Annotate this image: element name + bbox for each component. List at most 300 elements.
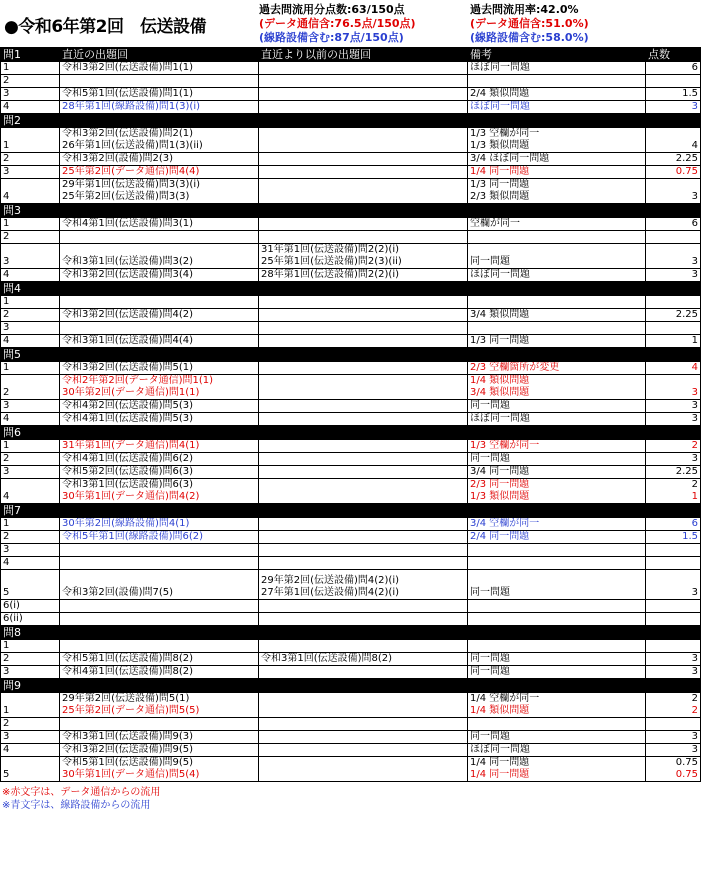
recent-exam-cell[interactable] (60, 518, 259, 531)
points-cell-line: 2.25 (675, 466, 698, 477)
sub-question-number[interactable]: 4 (1, 479, 60, 504)
recent-exam-cell[interactable] (60, 479, 259, 504)
note-cell-line: 1/4 類似問題 (470, 705, 530, 716)
points-cell-line: 3 (691, 101, 698, 112)
previous-exam-cell[interactable] (259, 296, 468, 309)
previous-exam-cell[interactable] (259, 666, 468, 679)
note-cell-line: ほぼ同一問題 (470, 413, 530, 424)
note-cell[interactable] (468, 613, 646, 626)
previous-exam-cell[interactable] (259, 453, 468, 466)
table-row (1, 335, 701, 348)
previous-exam-cell[interactable] (259, 731, 468, 744)
sub-question-number[interactable]: 2 (1, 75, 60, 88)
previous-exam-cell[interactable] (259, 600, 468, 613)
table-row (1, 731, 701, 744)
recent-exam-cell[interactable] (60, 296, 259, 309)
section-header-cell (60, 348, 259, 362)
points-cell[interactable] (646, 613, 701, 626)
section-label: 問8 (1, 626, 60, 640)
note-cell-line: 同一問題 (470, 666, 510, 677)
points-cell-line: 4 (691, 140, 698, 151)
note-cell[interactable] (468, 362, 646, 375)
note-cell[interactable] (468, 531, 646, 544)
points-cell[interactable] (646, 413, 701, 426)
recent-exam-cell[interactable] (60, 757, 259, 782)
points-cell[interactable] (646, 653, 701, 666)
sub-question-number[interactable]: 3 (1, 400, 60, 413)
points-cell[interactable] (646, 640, 701, 653)
section-header-cell (259, 626, 468, 640)
recent-exam-cell[interactable] (60, 62, 259, 75)
recent-exam-cell[interactable] (60, 231, 259, 244)
note-cell-line: 2/3 空欄箇所が変更 (470, 362, 560, 373)
points-cell[interactable] (646, 75, 701, 88)
recent-exam-cell-line: 令和4第1回(伝送設備)問6(2) (62, 453, 194, 464)
recent-exam-cell[interactable] (60, 544, 259, 557)
points-cell-line: 0.75 (675, 166, 698, 177)
sub-question-number[interactable]: 1 (1, 640, 60, 653)
note-cell[interactable] (468, 653, 646, 666)
points-cell-line: 1.5 (682, 88, 698, 99)
points-cell[interactable] (646, 570, 701, 600)
sub-question-number[interactable]: 2 (1, 653, 60, 666)
recent-exam-cell[interactable] (60, 570, 259, 600)
recent-exam-cell[interactable] (60, 453, 259, 466)
note-cell[interactable] (468, 479, 646, 504)
note-cell[interactable] (468, 218, 646, 231)
recent-exam-cell[interactable] (60, 557, 259, 570)
previous-exam-cell[interactable] (259, 322, 468, 335)
note-cell[interactable] (468, 731, 646, 744)
note-cell[interactable] (468, 62, 646, 75)
points-cell-line: 2.25 (675, 309, 698, 320)
recent-exam-cell[interactable] (60, 322, 259, 335)
section-header-cell (468, 348, 646, 362)
recent-exam-cell[interactable] (60, 613, 259, 626)
section-header-row (1, 114, 701, 128)
recent-exam-cell-line: 26年第1回(伝送設備)問1(3)(ii) (62, 140, 203, 151)
section-header-cell (646, 114, 701, 128)
section-header-row (1, 679, 701, 693)
reuse-rate-main: 過去問流用率:42.0% (470, 3, 579, 16)
points-cell[interactable] (646, 322, 701, 335)
note-cell[interactable] (468, 718, 646, 731)
sub-question-number[interactable]: 2 (1, 718, 60, 731)
recent-exam-cell[interactable] (60, 335, 259, 348)
points-cell[interactable] (646, 557, 701, 570)
note-cell[interactable] (468, 570, 646, 600)
previous-exam-cell-line: 25年第1回(伝送設備)問2(3)(ii) (261, 256, 402, 267)
note-cell-line: 1/3 同一問題 (470, 179, 530, 190)
note-cell[interactable] (468, 666, 646, 679)
note-cell-line: 3/4 類似問題 (470, 309, 530, 320)
previous-exam-cell[interactable] (259, 440, 468, 453)
sub-question-number[interactable]: 2 (1, 153, 60, 166)
previous-exam-cell[interactable] (259, 479, 468, 504)
points-cell[interactable] (646, 693, 701, 718)
recent-exam-cell[interactable] (60, 731, 259, 744)
table-row (1, 744, 701, 757)
sub-question-number[interactable]: 3 (1, 466, 60, 479)
previous-exam-cell[interactable] (259, 757, 468, 782)
section-header-row (1, 204, 701, 218)
section-header-cell (468, 504, 646, 518)
points-cell[interactable] (646, 153, 701, 166)
recent-exam-cell-line: 30年第2回(データ通信)問1(1) (62, 387, 200, 398)
sub-question-number[interactable]: 6(i) (1, 600, 60, 613)
sub-question-number[interactable]: 2 (1, 309, 60, 322)
sub-question-number[interactable]: 1 (1, 62, 60, 75)
recent-exam-cell-line: 令和3第2回(伝送設備)問9(5) (62, 744, 194, 755)
note-cell[interactable] (468, 322, 646, 335)
recent-exam-cell-line: 令和3第1回(伝送設備)問9(3) (62, 731, 194, 742)
note-cell[interactable] (468, 413, 646, 426)
previous-exam-cell[interactable] (259, 88, 468, 101)
section-header-cell (468, 626, 646, 640)
table-row (1, 640, 701, 653)
section-header-cell (60, 504, 259, 518)
points-cell[interactable] (646, 101, 701, 114)
table-row (1, 75, 701, 88)
points-cell-line: 3 (691, 653, 698, 664)
points-cell[interactable] (646, 375, 701, 400)
recent-exam-cell[interactable] (60, 101, 259, 114)
points-cell[interactable] (646, 335, 701, 348)
sub-question-number[interactable]: 2 (1, 531, 60, 544)
note-cell[interactable] (468, 453, 646, 466)
sub-question-number[interactable]: 4 (1, 335, 60, 348)
points-cell[interactable] (646, 296, 701, 309)
points-cell-line: 3 (691, 587, 698, 598)
points-cell[interactable] (646, 466, 701, 479)
previous-exam-cell[interactable] (259, 613, 468, 626)
section-label: 問4 (1, 282, 60, 296)
sheet-header (0, 0, 709, 47)
section-header-cell (646, 348, 701, 362)
note-cell[interactable] (468, 309, 646, 322)
section-header-cell (60, 204, 259, 218)
points-cell[interactable] (646, 479, 701, 504)
previous-exam-cell[interactable] (259, 570, 468, 600)
points-cell[interactable] (646, 666, 701, 679)
note-cell-line: 1/3 類似問題 (470, 491, 530, 502)
section-header-cell (468, 679, 646, 693)
points-cell[interactable] (646, 600, 701, 613)
recent-exam-cell[interactable] (60, 440, 259, 453)
recent-exam-cell-line: 令和4第1回(伝送設備)問5(3) (62, 413, 194, 424)
points-cell-line: 3 (691, 256, 698, 267)
section-label: 問1 (1, 48, 60, 62)
section-header-row (1, 48, 701, 62)
recent-exam-cell-line: 29年第2回(伝送設備)問5(1) (62, 693, 190, 704)
sheet-title: ●令和6年第2回 伝送設備 (4, 17, 206, 37)
sub-question-number[interactable]: 2 (1, 375, 60, 400)
section-header-cell (646, 626, 701, 640)
sub-question-number[interactable]: 3 (1, 322, 60, 335)
note-cell[interactable] (468, 400, 646, 413)
note-cell-line: 1/3 類似問題 (470, 140, 530, 151)
table-row (1, 531, 701, 544)
sub-question-number[interactable]: 3 (1, 666, 60, 679)
previous-exam-cell[interactable] (259, 413, 468, 426)
section-label: 問2 (1, 114, 60, 128)
sub-question-number[interactable]: 2 (1, 453, 60, 466)
previous-exam-cell[interactable] (259, 309, 468, 322)
section-header-cell (646, 204, 701, 218)
sub-question-number[interactable]: 5 (1, 570, 60, 600)
previous-exam-cell[interactable] (259, 153, 468, 166)
note-cell-line: 同一問題 (470, 400, 510, 411)
sub-question-number[interactable]: 3 (1, 88, 60, 101)
points-cell[interactable] (646, 731, 701, 744)
points-cell[interactable] (646, 453, 701, 466)
points-cell[interactable] (646, 362, 701, 375)
note-cell[interactable] (468, 88, 646, 101)
sub-question-number[interactable]: 4 (1, 557, 60, 570)
recent-exam-cell[interactable] (60, 128, 259, 153)
recent-exam-cell-line: 令和3第2回(設備)問7(5) (62, 587, 174, 598)
recent-exam-cell[interactable] (60, 88, 259, 101)
points-cell[interactable] (646, 166, 701, 179)
points-cell[interactable] (646, 218, 701, 231)
recent-exam-cell-line: 25年第2回(伝送設備)問3(3) (62, 191, 190, 202)
note-cell-line: ほぼ同一問題 (470, 62, 530, 73)
section-header-cell (259, 504, 468, 518)
recent-exam-cell[interactable] (60, 531, 259, 544)
section-header-row (1, 348, 701, 362)
note-cell[interactable] (468, 296, 646, 309)
sub-question-number[interactable]: 3 (1, 731, 60, 744)
previous-exam-cell[interactable] (259, 101, 468, 114)
note-cell[interactable] (468, 244, 646, 269)
note-cell[interactable] (468, 335, 646, 348)
note-cell[interactable] (468, 231, 646, 244)
note-cell[interactable] (468, 166, 646, 179)
section-header-cell (259, 114, 468, 128)
note-cell[interactable] (468, 440, 646, 453)
section-header-row (1, 282, 701, 296)
note-cell[interactable] (468, 269, 646, 282)
reuse-points-data-comm: (データ通信含:76.5点/150点) (259, 17, 416, 30)
sub-question-number[interactable]: 4 (1, 179, 60, 204)
points-cell-line: 2 (691, 705, 698, 716)
previous-exam-cell[interactable] (259, 531, 468, 544)
recent-exam-cell[interactable] (60, 179, 259, 204)
sub-question-number[interactable]: 5 (1, 757, 60, 782)
points-cell[interactable] (646, 531, 701, 544)
previous-exam-cell[interactable] (259, 231, 468, 244)
previous-exam-cell[interactable] (259, 244, 468, 269)
reuse-rate-data-comm: (データ通信含:51.0%) (470, 17, 589, 30)
sub-question-number[interactable]: 6(ii) (1, 613, 60, 626)
section-header-cell (259, 679, 468, 693)
points-cell-line: 4 (691, 362, 698, 373)
points-cell[interactable] (646, 309, 701, 322)
previous-exam-cell[interactable] (259, 400, 468, 413)
note-cell-line: ほぼ同一問題 (470, 101, 530, 112)
section-header-cell (468, 114, 646, 128)
previous-exam-cell[interactable] (259, 362, 468, 375)
recent-exam-cell[interactable] (60, 653, 259, 666)
sub-question-number[interactable]: 3 (1, 244, 60, 269)
sub-question-number[interactable]: 1 (1, 693, 60, 718)
note-cell[interactable] (468, 375, 646, 400)
note-cell[interactable] (468, 640, 646, 653)
note-cell[interactable] (468, 75, 646, 88)
sub-question-number[interactable]: 4 (1, 744, 60, 757)
sub-question-number[interactable]: 1 (1, 440, 60, 453)
previous-exam-cell[interactable] (259, 375, 468, 400)
previous-exam-cell[interactable] (259, 544, 468, 557)
recent-exam-cell-line: 30年第1回(データ通信)問4(2) (62, 491, 200, 502)
previous-exam-cell[interactable] (259, 466, 468, 479)
table-row (1, 570, 701, 600)
recent-exam-cell[interactable] (60, 466, 259, 479)
section-label: 問3 (1, 204, 60, 218)
previous-exam-cell[interactable] (259, 653, 468, 666)
note-cell[interactable] (468, 693, 646, 718)
points-cell[interactable] (646, 718, 701, 731)
sub-question-number[interactable]: 1 (1, 296, 60, 309)
section-header-row (1, 426, 701, 440)
note-cell[interactable] (468, 128, 646, 153)
recent-exam-cell[interactable] (60, 693, 259, 718)
recent-exam-cell[interactable] (60, 600, 259, 613)
previous-exam-cell[interactable] (259, 518, 468, 531)
previous-exam-cell[interactable] (259, 693, 468, 718)
note-cell[interactable] (468, 466, 646, 479)
points-cell-line: 3 (691, 400, 698, 411)
points-cell[interactable] (646, 88, 701, 101)
recent-exam-cell[interactable] (60, 75, 259, 88)
note-cell[interactable] (468, 153, 646, 166)
recent-exam-cell[interactable] (60, 375, 259, 400)
note-cell[interactable] (468, 757, 646, 782)
note-cell[interactable] (468, 179, 646, 204)
recent-exam-cell-line: 令和4第2回(伝送設備)問5(3) (62, 400, 194, 411)
previous-exam-cell[interactable] (259, 640, 468, 653)
recent-exam-cell[interactable] (60, 309, 259, 322)
previous-exam-cell[interactable] (259, 335, 468, 348)
column-header: 点数 (646, 48, 701, 62)
section-header-cell (60, 679, 259, 693)
sub-question-number[interactable]: 3 (1, 544, 60, 557)
recent-exam-cell[interactable] (60, 153, 259, 166)
recent-exam-cell[interactable] (60, 718, 259, 731)
previous-exam-cell[interactable] (259, 179, 468, 204)
points-cell-line: 1 (691, 491, 698, 502)
recent-exam-cell[interactable] (60, 413, 259, 426)
previous-exam-cell[interactable] (259, 557, 468, 570)
recent-exam-cell[interactable] (60, 166, 259, 179)
note-cell-line: 同一問題 (470, 256, 510, 267)
recent-exam-cell[interactable] (60, 244, 259, 269)
points-cell[interactable] (646, 231, 701, 244)
sub-question-number[interactable]: 4 (1, 269, 60, 282)
recent-exam-cell[interactable] (60, 640, 259, 653)
points-cell[interactable] (646, 62, 701, 75)
previous-exam-cell[interactable] (259, 128, 468, 153)
points-cell-line: 1 (691, 335, 698, 346)
sub-question-number[interactable]: 4 (1, 101, 60, 114)
table-row (1, 218, 701, 231)
section-header-cell (60, 626, 259, 640)
table-row (1, 322, 701, 335)
recent-exam-cell[interactable] (60, 666, 259, 679)
sub-question-number[interactable]: 1 (1, 362, 60, 375)
previous-exam-cell[interactable] (259, 744, 468, 757)
sub-question-number[interactable]: 1 (1, 518, 60, 531)
sub-question-number[interactable]: 1 (1, 128, 60, 153)
table-row (1, 375, 701, 400)
note-cell-line: 2/3 類似問題 (470, 191, 530, 202)
recent-exam-cell-line: 令和3第2回(伝送設備)問5(1) (62, 362, 194, 373)
recent-exam-cell[interactable] (60, 744, 259, 757)
sub-question-number[interactable]: 2 (1, 231, 60, 244)
note-cell[interactable] (468, 744, 646, 757)
points-cell[interactable] (646, 744, 701, 757)
recent-exam-cell[interactable] (60, 269, 259, 282)
points-cell[interactable] (646, 244, 701, 269)
previous-exam-cell[interactable] (259, 218, 468, 231)
previous-exam-cell[interactable] (259, 269, 468, 282)
section-header-cell (259, 282, 468, 296)
previous-exam-cell[interactable] (259, 718, 468, 731)
table-row (1, 309, 701, 322)
note-cell-line: 1/4 類似問題 (470, 375, 530, 386)
points-cell[interactable] (646, 400, 701, 413)
sub-question-number[interactable]: 4 (1, 413, 60, 426)
points-cell-line: 3 (691, 453, 698, 464)
points-cell-line: 1.5 (682, 531, 698, 542)
note-cell[interactable] (468, 101, 646, 114)
recent-exam-cell-line: 30年第2回(線路設備)問4(1) (62, 518, 190, 529)
sub-question-number[interactable]: 3 (1, 166, 60, 179)
section-header-cell (60, 282, 259, 296)
table-row (1, 557, 701, 570)
points-cell[interactable] (646, 518, 701, 531)
note-cell[interactable] (468, 544, 646, 557)
recent-exam-cell[interactable] (60, 362, 259, 375)
note-cell[interactable] (468, 557, 646, 570)
points-cell[interactable] (646, 544, 701, 557)
points-cell[interactable] (646, 269, 701, 282)
table-row (1, 296, 701, 309)
points-cell[interactable] (646, 128, 701, 153)
sub-question-number[interactable]: 1 (1, 218, 60, 231)
note-cell[interactable] (468, 518, 646, 531)
recent-exam-cell-line: 令和3第1回(伝送設備)問3(2) (62, 256, 194, 267)
points-cell[interactable] (646, 757, 701, 782)
previous-exam-cell[interactable] (259, 166, 468, 179)
recent-exam-cell[interactable] (60, 218, 259, 231)
table-row (1, 88, 701, 101)
points-cell[interactable] (646, 440, 701, 453)
table-row (1, 166, 701, 179)
note-cell-line: 1/3 空欄が同一 (470, 128, 540, 139)
table-row (1, 231, 701, 244)
points-cell[interactable] (646, 179, 701, 204)
recent-exam-cell[interactable] (60, 400, 259, 413)
points-cell-line: 2 (691, 479, 698, 490)
note-cell[interactable] (468, 600, 646, 613)
previous-exam-cell[interactable] (259, 62, 468, 75)
table-row (1, 757, 701, 782)
previous-exam-cell[interactable] (259, 75, 468, 88)
section-header-cell (60, 114, 259, 128)
note-cell-line: 3/4 同一問題 (470, 466, 530, 477)
recent-exam-cell-line: 令和5年第1回(線路設備)問6(2) (62, 531, 204, 542)
